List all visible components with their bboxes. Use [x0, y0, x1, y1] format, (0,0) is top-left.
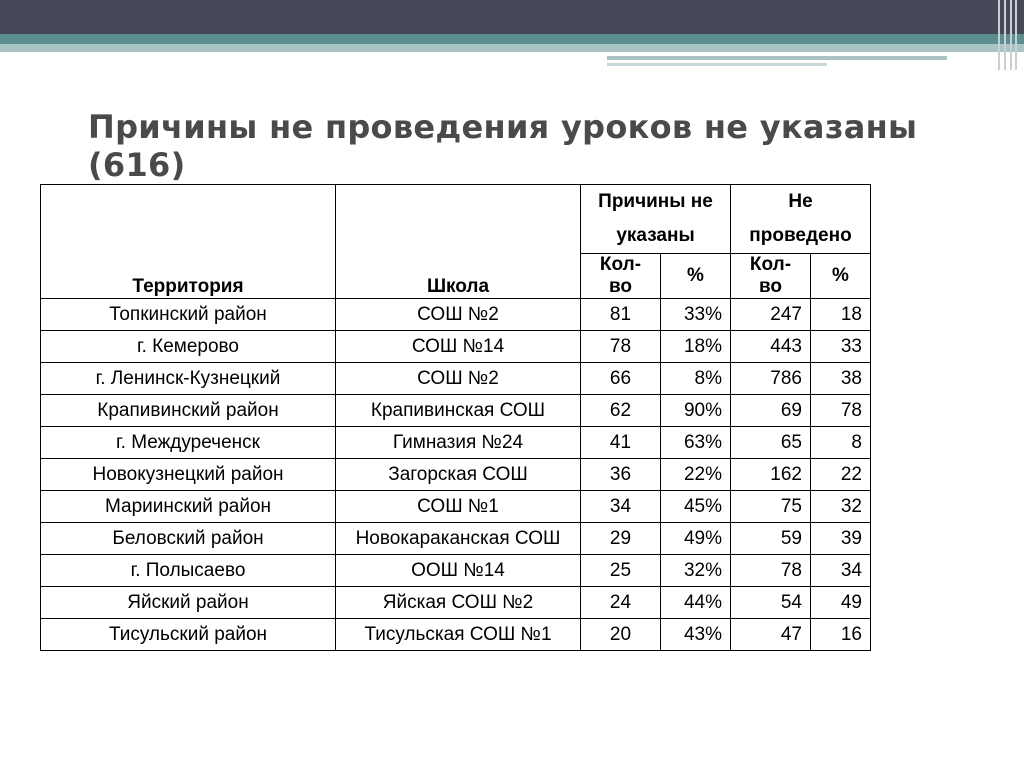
table-row [41, 395, 871, 427]
cell-percent-not-held: 34 [811, 555, 871, 587]
cell-territory: г. Междуреченск [41, 427, 336, 459]
cell-count-reasons: 78 [581, 331, 661, 363]
cell-count-not-held: 162 [731, 459, 811, 491]
cell-percent-not-held: 38 [811, 363, 871, 395]
cell-territory: Яйский район [41, 587, 336, 619]
table-row [41, 427, 871, 459]
cell-percent-reasons: 43% [661, 619, 731, 651]
cell-percent-reasons: 33% [661, 299, 731, 331]
cell-percent-reasons: 18% [661, 331, 731, 363]
header-school: Школа [336, 185, 581, 299]
cell-percent-reasons: 32% [661, 555, 731, 587]
cell-percent-not-held: 32 [811, 491, 871, 523]
header-territory: Территория [41, 185, 336, 299]
header-count-1: Кол-во [581, 254, 661, 299]
cell-count-reasons: 81 [581, 299, 661, 331]
cell-percent-not-held: 49 [811, 587, 871, 619]
table-row [41, 331, 871, 363]
light-stripe [0, 44, 1024, 52]
cell-percent-reasons: 45% [661, 491, 731, 523]
cell-school: Гимназия №24 [336, 427, 581, 459]
cell-count-not-held: 247 [731, 299, 811, 331]
cell-school: СОШ №2 [336, 299, 581, 331]
header-percent-1: % [661, 254, 731, 299]
cell-percent-reasons: 22% [661, 459, 731, 491]
cell-territory: г. Полысаево [41, 555, 336, 587]
cell-school: СОШ №2 [336, 363, 581, 395]
cell-percent-not-held: 16 [811, 619, 871, 651]
cell-territory: Топкинский район [41, 299, 336, 331]
cell-territory: Новокузнецкий район [41, 459, 336, 491]
accent-bar-secondary [607, 63, 827, 66]
cell-school: Тисульская СОШ №1 [336, 619, 581, 651]
table-row [41, 587, 871, 619]
cell-count-not-held: 65 [731, 427, 811, 459]
cell-school: СОШ №1 [336, 491, 581, 523]
cell-count-reasons: 66 [581, 363, 661, 395]
corner-decoration [996, 0, 1018, 70]
cell-count-reasons: 34 [581, 491, 661, 523]
accent-bar [607, 56, 947, 60]
header-band [0, 0, 1024, 34]
cell-percent-not-held: 39 [811, 523, 871, 555]
table-row [41, 491, 871, 523]
cell-percent-not-held: 78 [811, 395, 871, 427]
cell-count-reasons: 36 [581, 459, 661, 491]
cell-school: Крапивинская СОШ [336, 395, 581, 427]
cell-percent-not-held: 22 [811, 459, 871, 491]
table-row [41, 459, 871, 491]
teal-stripe [0, 34, 1024, 44]
cell-count-not-held: 59 [731, 523, 811, 555]
cell-school: СОШ №14 [336, 331, 581, 363]
cell-percent-not-held: 33 [811, 331, 871, 363]
cell-count-not-held: 786 [731, 363, 811, 395]
data-table [40, 184, 871, 651]
cell-count-not-held: 75 [731, 491, 811, 523]
cell-count-reasons: 25 [581, 555, 661, 587]
cell-territory: Мариинский район [41, 491, 336, 523]
cell-territory: г. Кемерово [41, 331, 336, 363]
cell-count-not-held: 78 [731, 555, 811, 587]
cell-count-not-held: 54 [731, 587, 811, 619]
table-row [41, 555, 871, 587]
cell-count-not-held: 47 [731, 619, 811, 651]
cell-territory: Тисульский район [41, 619, 336, 651]
cell-school: Яйская СОШ №2 [336, 587, 581, 619]
cell-territory: г. Ленинск-Кузнецкий [41, 363, 336, 395]
cell-count-reasons: 20 [581, 619, 661, 651]
header-reasons-not-specified: Причины не указаны [581, 185, 731, 254]
cell-count-reasons: 62 [581, 395, 661, 427]
table-body [41, 299, 871, 651]
cell-school: Загорская СОШ [336, 459, 581, 491]
cell-percent-reasons: 44% [661, 587, 731, 619]
table-row [41, 363, 871, 395]
cell-count-reasons: 41 [581, 427, 661, 459]
slide-title: Причины не проведения уроков не указаны (616) [88, 108, 918, 184]
cell-school: Новокараканская СОШ [336, 523, 581, 555]
cell-percent-not-held: 8 [811, 427, 871, 459]
cell-school: ООШ №14 [336, 555, 581, 587]
header-row-group [41, 185, 871, 254]
cell-percent-reasons: 63% [661, 427, 731, 459]
cell-count-reasons: 29 [581, 523, 661, 555]
cell-percent-reasons: 49% [661, 523, 731, 555]
cell-percent-reasons: 8% [661, 363, 731, 395]
header-percent-2: % [811, 254, 871, 299]
cell-percent-reasons: 90% [661, 395, 731, 427]
header-not-held: Не проведено [731, 185, 871, 254]
cell-count-not-held: 69 [731, 395, 811, 427]
table-row [41, 619, 871, 651]
cell-count-reasons: 24 [581, 587, 661, 619]
table-row [41, 299, 871, 331]
cell-percent-not-held: 18 [811, 299, 871, 331]
table-row [41, 523, 871, 555]
cell-territory: Крапивинский район [41, 395, 336, 427]
header-count-2: Кол-во [731, 254, 811, 299]
cell-count-not-held: 443 [731, 331, 811, 363]
cell-territory: Беловский район [41, 523, 336, 555]
